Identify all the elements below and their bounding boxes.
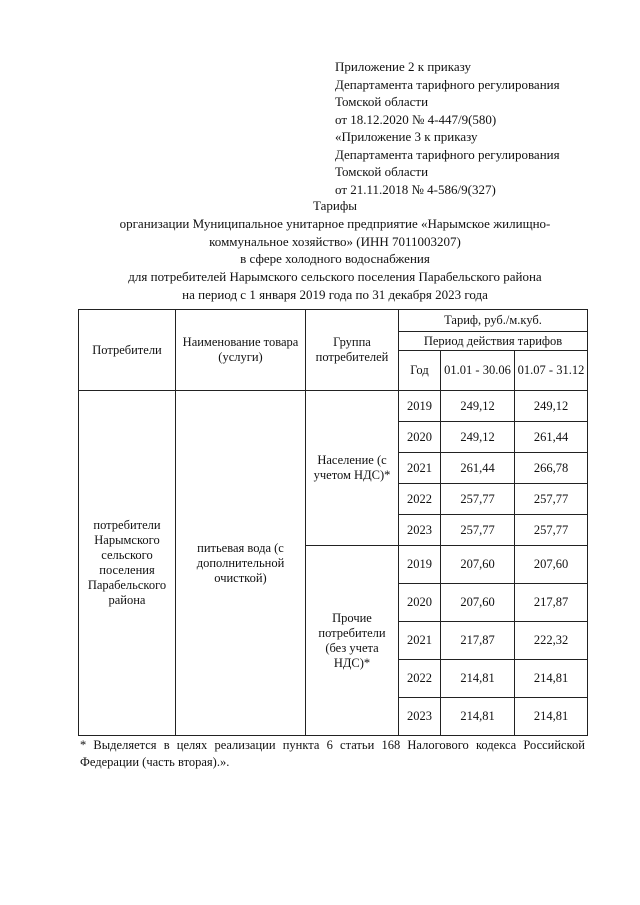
- annex-line: от 21.11.2018 № 4-586/9(327): [335, 181, 496, 197]
- title-line: Тарифы: [312, 198, 357, 213]
- year-cell: 2019: [399, 391, 441, 422]
- title-line: в сфере холодного водоснабжения: [240, 251, 430, 267]
- annex-line: Томской области: [335, 94, 429, 109]
- consumer-cell: потребители Нарымского сельского поселения Парабельского района: [79, 391, 176, 736]
- tariff-cell: 257,77: [441, 484, 515, 515]
- tariff-cell: 257,77: [515, 515, 588, 546]
- tariff-cell: 214,81: [441, 698, 515, 736]
- group-cell-others: Прочие потребители (без учета НДС)*: [306, 546, 399, 736]
- tariff-cell: 249,12: [441, 422, 515, 453]
- footnote: * Выделяется в целях реализации пункта 6 статьи 168 Налогового кодекса Российской Федерации (часть вторая).».: [80, 738, 585, 769]
- tariff-cell: 214,81: [515, 660, 588, 698]
- year-cell: 2023: [399, 515, 441, 546]
- title-line: коммунальное хозяйство» (ИНН 7011003207): [209, 233, 461, 249]
- year-cell: 2021: [399, 453, 441, 484]
- tariff-cell: 214,81: [515, 698, 588, 736]
- tariff-cell: 261,44: [515, 422, 588, 453]
- year-cell: 2019: [399, 546, 441, 584]
- title-line: на период с 1 января 2019 года по 31 декабря 2023 года: [182, 286, 488, 302]
- title-line: организации Муниципальное унитарное предприятие «Нарымское жилищно-: [119, 215, 551, 231]
- year-cell: 2020: [399, 584, 441, 622]
- header-period: Период действия тарифов: [399, 332, 588, 351]
- year-cell: 2021: [399, 622, 441, 660]
- annex-line: Департамента тарифного регулирования: [335, 76, 560, 92]
- header-group: Группа потребителей: [306, 310, 399, 391]
- header-consumers: Потребители: [79, 310, 176, 391]
- service-cell: питьевая вода (с дополнительной очисткой): [176, 391, 306, 736]
- header-first-half: 01.01 - 30.06: [441, 351, 515, 391]
- annex-line: «Приложение 3 к приказу: [335, 129, 478, 144]
- tariff-cell: 257,77: [515, 484, 588, 515]
- year-cell: 2022: [399, 484, 441, 515]
- annex-line: Томской области: [335, 164, 429, 179]
- tariff-cell: 207,60: [515, 546, 588, 584]
- year-cell: 2023: [399, 698, 441, 736]
- tariff-cell: 217,87: [515, 584, 588, 622]
- tariff-cell: 249,12: [441, 391, 515, 422]
- group-cell-population: Население (с учетом НДС)*: [306, 391, 399, 546]
- tariff-cell: 266,78: [515, 453, 588, 484]
- tariff-cell: 222,32: [515, 622, 588, 660]
- header-year: Год: [399, 351, 441, 391]
- annex-line: Департамента тарифного регулирования: [335, 146, 560, 162]
- tariff-cell: 261,44: [441, 453, 515, 484]
- annex-line: Приложение 2 к приказу: [335, 59, 472, 74]
- tariff-cell: 257,77: [441, 515, 515, 546]
- header-second-half: 01.07 - 31.12: [515, 351, 588, 391]
- tariff-cell: 214,81: [441, 660, 515, 698]
- header-service: Наименование товара (услуги): [176, 310, 306, 391]
- title-line: для потребителей Нарымского сельского поселения Парабельского района: [128, 269, 542, 285]
- tariff-cell: 249,12: [515, 391, 588, 422]
- document-title: [70, 197, 600, 304]
- tariff-cell: 217,87: [441, 622, 515, 660]
- tariff-table: [78, 309, 588, 736]
- header-tariff: Тариф, руб./м.куб.: [399, 310, 588, 332]
- tariff-cell: 207,60: [441, 546, 515, 584]
- year-cell: 2022: [399, 660, 441, 698]
- tariff-cell: 207,60: [441, 584, 515, 622]
- annex-line: от 18.12.2020 № 4-447/9(580): [335, 111, 497, 127]
- year-cell: 2020: [399, 422, 441, 453]
- annex-header: [335, 58, 625, 198]
